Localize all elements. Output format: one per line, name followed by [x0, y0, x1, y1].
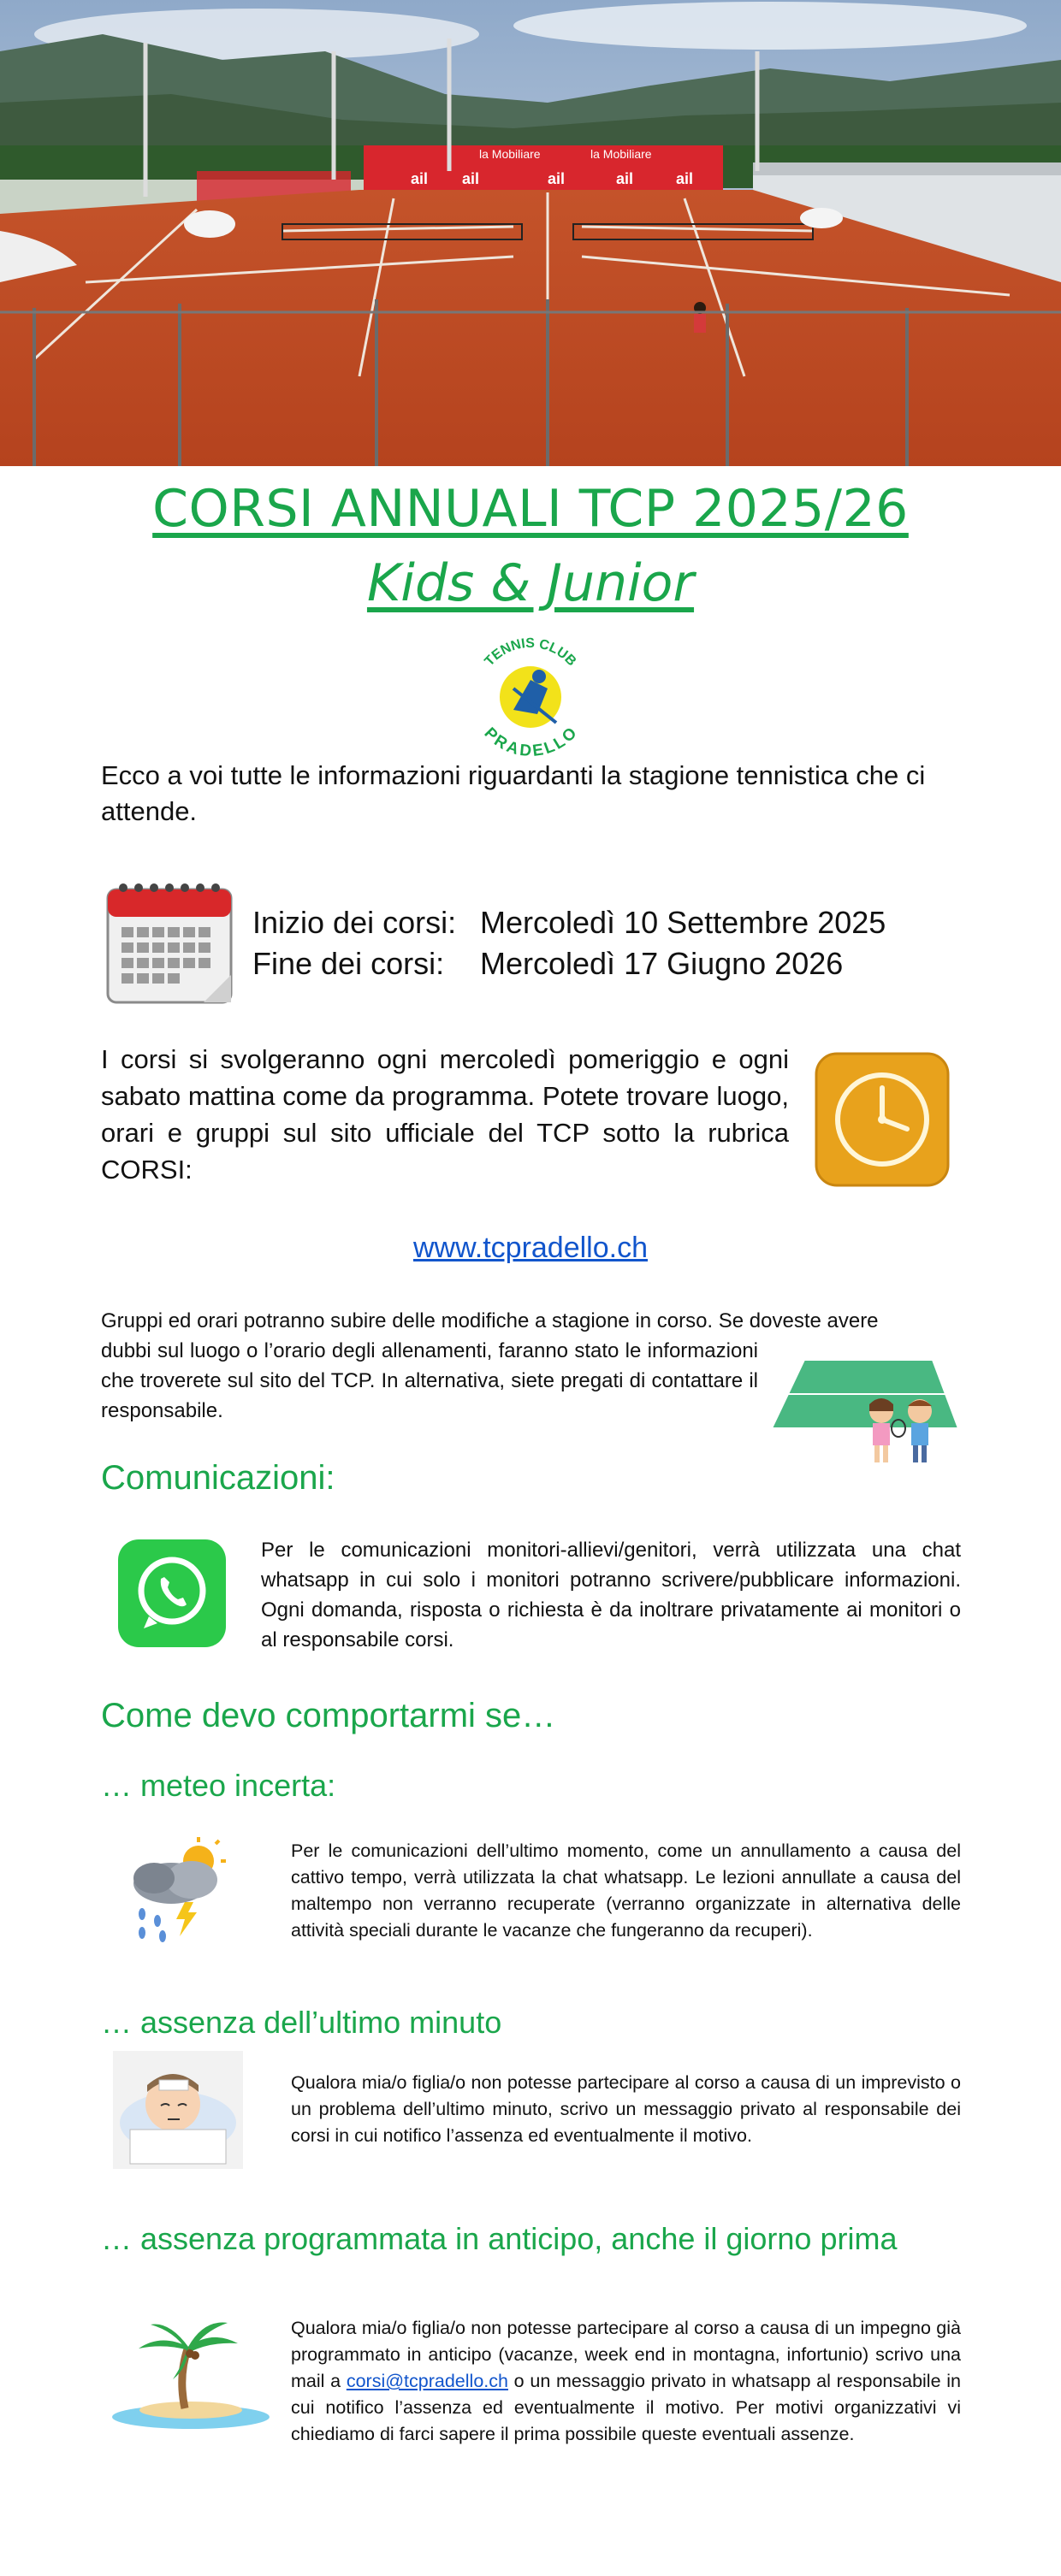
- logo-top-text: TENNIS CLUB: [482, 635, 579, 670]
- storm-cloud-icon: [120, 1832, 240, 1943]
- changes-rest: dubbi sul luogo o l’orario degli allenamenti, faranno stato le informazioni che troverete sul sito del TCP. In alternativa, siete pregati di contattare il responsabile.: [101, 1339, 758, 1422]
- communications-text: Per le comunicazioni monitori-allievi/genitori, verrà utilizzata una chat whatsapp in cui solo i monitori potranno scrivere/pubblicare informazioni. Ogni domanda, risposta o richiesta è da inoltrare privatamente ai monitori o al responsabile corsi.: [261, 1539, 961, 1651]
- svg-text:ail: ail: [462, 170, 480, 187]
- page-title: CORSI ANNUALI TCP 2025/26: [152, 479, 909, 539]
- svg-text:PRADELLO: [481, 724, 581, 757]
- planned-text-after: o un messaggio privato in whatsapp al responsabile in cui notifico l’assenza ed eventualmente il motivo. Per motivi organizzativi vi chiediamo di farci sapere il prima possibile queste eventuali assenze.: [291, 2371, 961, 2444]
- communications-heading: Comunicazioni:: [101, 1459, 335, 1497]
- page-subtitle: Kids & Junior: [366, 553, 695, 613]
- svg-text:ail: ail: [548, 170, 566, 187]
- course-dates: [252, 902, 886, 984]
- banner-brand-text: la Mobiliare: [479, 147, 541, 161]
- clock-icon: [813, 1050, 951, 1189]
- palm-beach-icon: [110, 2316, 272, 2431]
- planned-heading: … assenza programmata in anticipo, anche il giorno prima: [101, 2221, 898, 2256]
- tennis-club-logo: [462, 629, 599, 757]
- sick-child-icon: [113, 2051, 243, 2169]
- calendar-icon: [101, 874, 238, 1009]
- svg-text:ail: ail: [676, 170, 694, 187]
- changes-line1: Gruppi ed orari potranno subire delle modifiche a stagione in corso. Se doveste avere: [101, 1309, 879, 1332]
- logo-bottom-text: PRADELLO: [480, 724, 581, 757]
- schedule-paragraph: I corsi si svolgeranno ogni mercoledì pomeriggio e ogni sabato mattina come da programma. Potete trovare luogo, orari e gruppi sul sito ufficiale del TCP sotto la rubrica CORSI:: [101, 1044, 789, 1185]
- end-label: Fine dei corsi:: [252, 946, 445, 981]
- svg-text:la Mobiliare: la Mobiliare: [590, 147, 652, 161]
- last-minute-text: Qualora mia/o figlia/o non potesse partecipare al corso a causa di un imprevisto o un problema dell’ultimo minuto, scrivo un messaggio privato al responsabile dei corsi in cui notifico l’assenza ed eventualmente il motivo.: [291, 2072, 961, 2146]
- weather-heading: … meteo incerta:: [101, 1768, 336, 1803]
- weather-text: Per le comunicazioni dell’ultimo momento, come un annullamento a causa del cattivo tempo, verrà utilizzata la chat whatsapp. Le lezioni annullate a causa del maltempo non verranno recuperate (verranno organizzate in alternativa delle attività speciali durante le vacanze che fungeranno da recuperi).: [291, 1840, 961, 1941]
- last-minute-heading: … assenza dell’ultimo minuto: [101, 2005, 502, 2040]
- website-link[interactable]: www.tcpradello.ch: [412, 1232, 648, 1264]
- end-value: Mercoledì 17 Giugno 2026: [480, 946, 844, 981]
- kids-tennis-illustration: [770, 1351, 960, 1471]
- behaviour-heading: Come devo comportarmi se…: [101, 1697, 556, 1734]
- start-label: Inizio dei corsi:: [252, 905, 457, 940]
- intro-text: Ecco a voi tutte le informazioni riguardanti la stagione tennistica che ci attende.: [101, 760, 926, 826]
- start-value: Mercoledì 10 Settembre 2025: [480, 905, 886, 940]
- banner-sponsor-text: ail: [411, 170, 429, 187]
- email-link[interactable]: corsi@tcpradello.ch: [346, 2371, 508, 2391]
- planned-text: [291, 2315, 961, 2448]
- svg-text:TENNIS CLUB: [482, 636, 578, 669]
- svg-text:ail: ail: [616, 170, 634, 187]
- whatsapp-icon: [118, 1539, 226, 1647]
- hero-photo-tennis-courts: [0, 0, 1061, 466]
- planned-text-before: Qualora mia/o figlia/o non potesse partecipare al corso a causa di un impegno già programmato in anticipo (vacanze, week end in montagna, infortunio) scrivo una mail a: [291, 2318, 961, 2391]
